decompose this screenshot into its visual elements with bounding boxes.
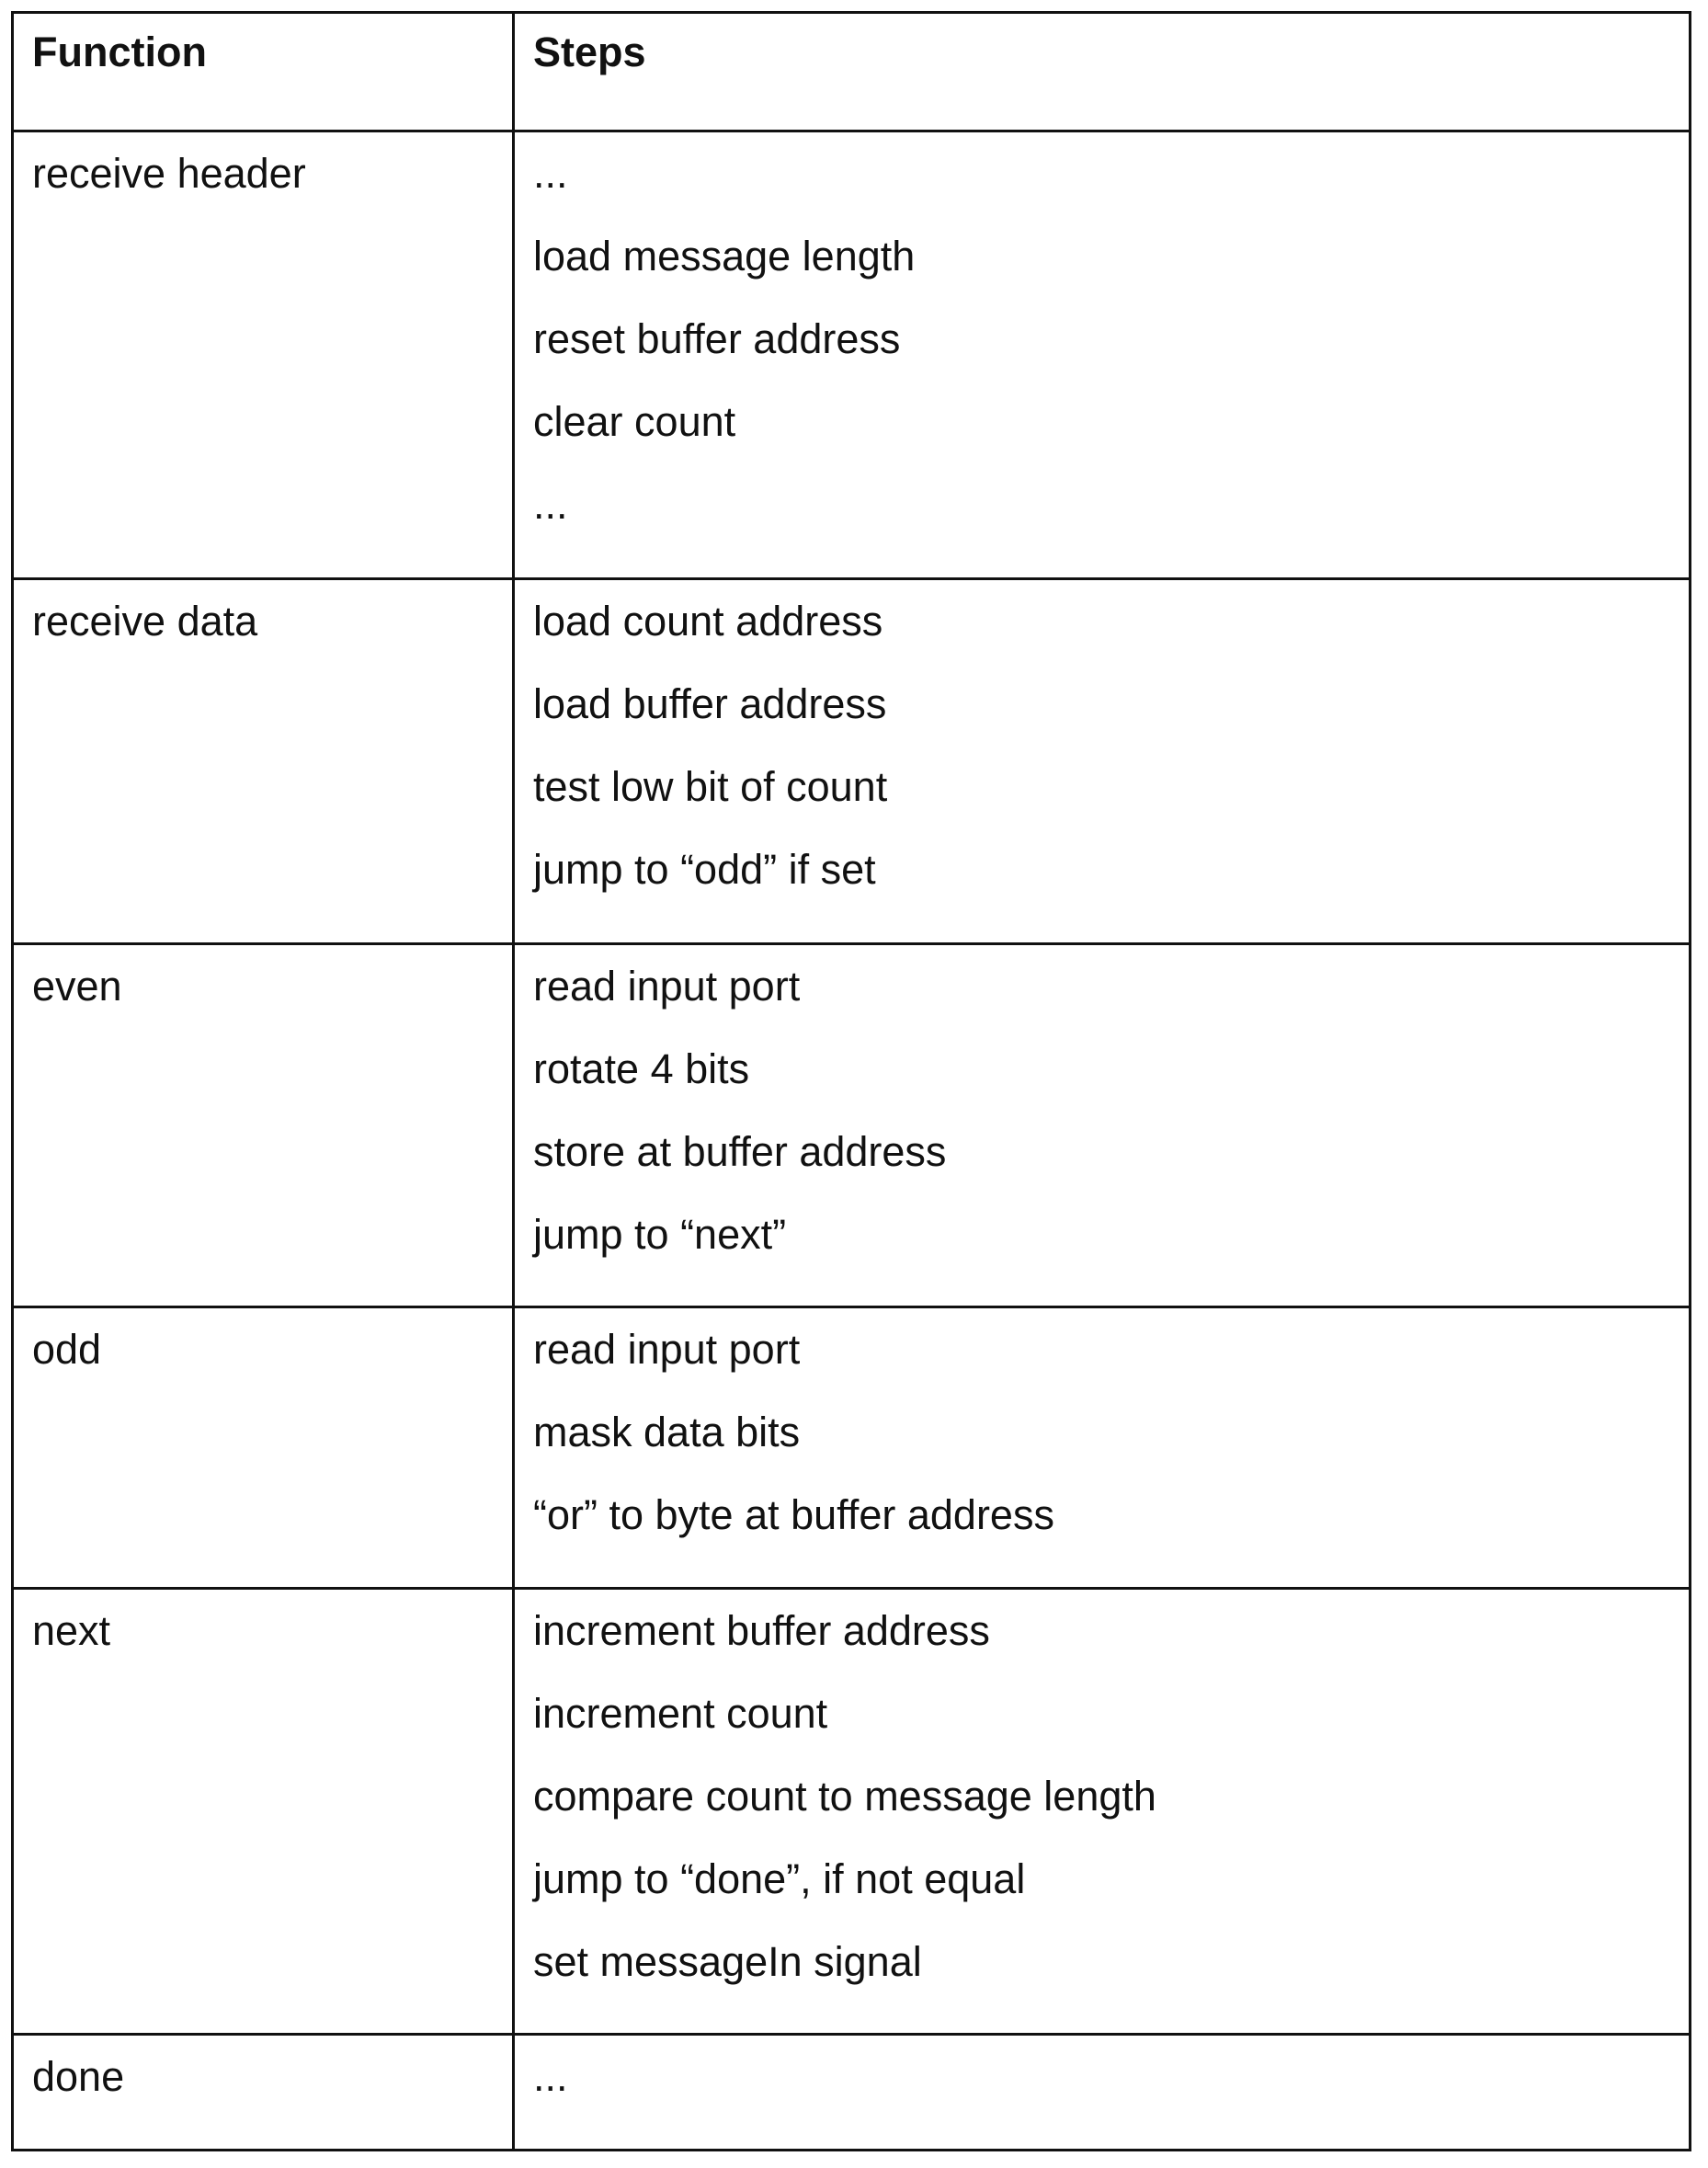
step-line: “or” to byte at buffer address xyxy=(533,1474,1689,1557)
function-steps-table xyxy=(11,11,1691,2151)
step-line: read input port xyxy=(533,1308,1689,1391)
table-row xyxy=(13,2035,1691,2151)
step-line: load buffer address xyxy=(533,663,1689,746)
step-line: ... xyxy=(533,463,1689,546)
table-row xyxy=(13,944,1691,1307)
function-cell: odd xyxy=(13,1307,514,1589)
steps-cell xyxy=(514,1307,1691,1589)
step-line: rotate 4 bits xyxy=(533,1028,1689,1111)
steps-cell xyxy=(514,1589,1691,2035)
step-line: compare count to message length xyxy=(533,1755,1689,1838)
steps-cell xyxy=(514,2035,1691,2151)
step-line: store at buffer address xyxy=(533,1111,1689,1193)
steps-cell xyxy=(514,944,1691,1307)
step-line: increment buffer address xyxy=(533,1590,1689,1672)
table-row xyxy=(13,1589,1691,2035)
function-cell: receive header xyxy=(13,131,514,579)
step-line: mask data bits xyxy=(533,1391,1689,1474)
step-line: reset buffer address xyxy=(533,298,1689,381)
step-line: set messageIn signal xyxy=(533,1921,1689,2003)
step-line: load count address xyxy=(533,580,1689,663)
header-steps: Steps xyxy=(514,13,1691,131)
step-line: ... xyxy=(533,132,1689,215)
step-line: read input port xyxy=(533,945,1689,1028)
step-line: ... xyxy=(533,2036,1689,2118)
step-line: test low bit of count xyxy=(533,746,1689,828)
function-cell: even xyxy=(13,944,514,1307)
table-row xyxy=(13,1307,1691,1589)
step-line: jump to “done”, if not equal xyxy=(533,1838,1689,1921)
function-cell: receive data xyxy=(13,579,514,944)
header-row xyxy=(13,13,1691,131)
step-line: increment count xyxy=(533,1672,1689,1755)
step-line: clear count xyxy=(533,381,1689,463)
table-row xyxy=(13,579,1691,944)
steps-cell xyxy=(514,579,1691,944)
header-function: Function xyxy=(13,13,514,131)
steps-cell xyxy=(514,131,1691,579)
step-line: jump to “next” xyxy=(533,1193,1689,1276)
function-cell: next xyxy=(13,1589,514,2035)
step-line: load message length xyxy=(533,215,1689,298)
step-line: jump to “odd” if set xyxy=(533,828,1689,911)
function-cell: done xyxy=(13,2035,514,2151)
table-row xyxy=(13,131,1691,579)
